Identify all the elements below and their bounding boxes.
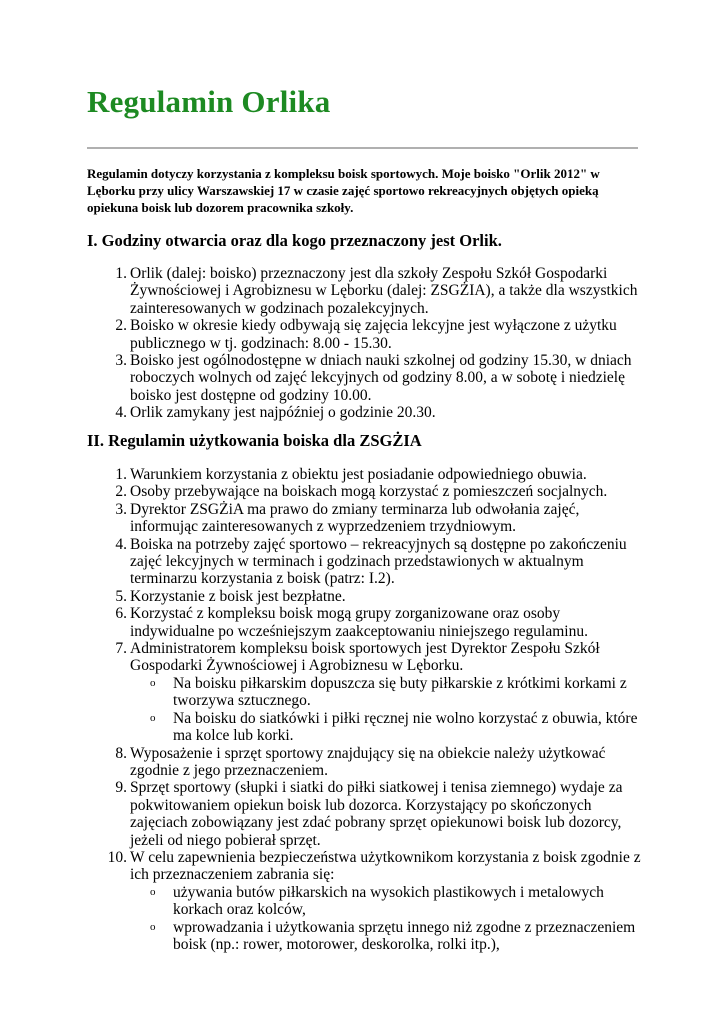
item-number: 3. (115, 500, 127, 518)
title-divider (87, 147, 638, 149)
page-title: Regulamin Orlika (87, 84, 331, 119)
item-number: 5. (115, 587, 127, 605)
sub-item-text: Na boisku piłkarskim dopuszcza się buty piłkarskie z krótkimi korkami z tworzywa sztucznego. (173, 674, 627, 710)
section-1-title: I. Godziny otwarcia oraz dla kogo przeznaczony jest Orlik. (87, 231, 502, 250)
item-number: 4. (115, 404, 127, 422)
item-number: 10. (107, 848, 127, 866)
item-text: Dyrektor ZSGŻiA ma prawo do zmiany terminarza lub odwołania zajęć, informując zainteresowanych z wyprzedzeniem trzydniowym. (130, 500, 580, 536)
item-text: Korzystanie z boisk jest bezpłatne. (130, 587, 346, 605)
sub-item-text: Na boisku do siatkówki i piłki ręcznej nie wolno korzystać z obuwia, które ma kolce lub korki. (173, 709, 638, 745)
item-number: 1. (115, 466, 127, 483)
list-item (87, 849, 647, 953)
bullet-icon: o (150, 711, 156, 724)
item-number: 1. (115, 265, 127, 282)
list-item (87, 265, 647, 317)
list-item (87, 745, 647, 780)
item-text: Wyposażenie i sprzęt sportowy znajdujący się na obiekcie należy użytkować zgodnie z jego przeznaczeniem. (130, 744, 606, 779)
list-item (87, 483, 647, 500)
list-item (87, 404, 647, 421)
item-text: Administratorem kompleksu boisk sportowych jest Dyrektor Zespołu Szkół Gospodarki Żywnościowej i Agrobiznesu w Lęborku. (130, 640, 600, 675)
item-text: Orlik (dalej: boisko) przeznaczony jest dla szkoły Zespołu Szkół Gospodarki Żywnościowej i Agrobiznesu w Lęborku (dalej: ZSGŻIA), a także dla wszystkich zainteresowanych w godzinach pozalekcyjnych. (130, 265, 638, 317)
sub-list-item (130, 919, 647, 954)
list-item (87, 779, 647, 849)
item-number: 3. (115, 352, 127, 370)
item-number: 6. (115, 605, 127, 623)
item-text: Sprzęt sportowy (słupki i siatki do piłki siatkowej i tenisa ziemnego) wydaje za pokwitowaniem opiekun boisk lub dozorca. Korzystający po skończonych zajęciach zobowiązany jest zdać pobrany sprzęt opiekunowi boisk lub dozorcy, jeżeli od niego pobierał sprzęt. (130, 779, 623, 849)
sub-list (130, 884, 647, 954)
intro-paragraph: Regulamin dotyczy korzystania z kompleksu boisk sportowych. Moje boisko "Orlik 2012" w Lęborku przy ulicy Warszawskiej 17 w czasie zajęć sportowo rekreacyjnych objętych opieką opiekuna boisk lub dozorem pracownika szkoły. (87, 166, 600, 215)
bullet-icon: o (150, 885, 156, 898)
item-number: 2. (115, 483, 127, 501)
list-item (87, 536, 647, 588)
item-number: 4. (115, 535, 127, 553)
item-number: 7. (115, 640, 127, 658)
section-1-list (87, 265, 647, 422)
item-text: Osoby przebywające na boiskach mogą korzystać z pomieszczeń socjalnych. (130, 483, 608, 501)
sub-item-text: wprowadzania i użytkowania sprzętu innego niż zgodne z przeznaczeniem boisk (np.: rower, motorower, deskorolka, rolki itp.), (173, 918, 636, 953)
list-item (87, 605, 647, 640)
item-number: 2. (115, 317, 127, 335)
item-text: Korzystać z kompleksu boisk mogą grupy zorganizowane oraz osoby indywidualne po wcześniejszym zaakceptowaniu niniejszego regulaminu. (130, 605, 588, 640)
sub-list-item (130, 675, 647, 710)
item-number: 8. (115, 744, 127, 762)
item-text: Boisko jest ogólnodostępne w dniach nauki szkolnej od godziny 15.30, w dniach roboczych wolnych od zajęć lekcyjnych od godziny 8.00, a w sobotę i niedzielę boisko jest dostępne od godziny 10.00. (130, 352, 632, 404)
sub-list-item (130, 710, 647, 745)
section-2-list (87, 466, 647, 953)
section-2-title: II. Regulamin użytkowania boiska dla ZSGŻIA (87, 431, 422, 450)
item-text: Boiska na potrzeby zajęć sportowo – rekreacyjnych są dostępne po zakończeniu zajęć lekcyjnych w terminach i godzinach przedstawionych w aktualnym terminarzu korzystania z boisk (patrz: I.2). (130, 535, 627, 588)
list-item (87, 588, 647, 605)
sub-list (130, 675, 647, 745)
sub-list-item (130, 884, 647, 919)
bullet-icon: o (150, 920, 156, 933)
list-item (87, 317, 647, 352)
bullet-icon: o (150, 676, 156, 689)
list-item (87, 466, 647, 483)
list-item (87, 352, 647, 404)
sub-item-text: używania butów piłkarskich na wysokich plastikowych i metalowych korkach oraz kolców, (173, 883, 604, 919)
item-number: 9. (115, 779, 127, 797)
item-text: W celu zapewnienia bezpieczeństwa użytkownikom korzystania z boisk zgodnie z ich przeznaczeniem zabrania się: (130, 848, 641, 884)
list-item (87, 501, 647, 536)
item-text: Warunkiem korzystania z obiektu jest posiadanie odpowiedniego obuwia. (130, 466, 587, 483)
item-text: Orlik zamykany jest najpóźniej o godzinie 20.30. (130, 404, 436, 422)
list-item (87, 640, 647, 744)
item-text: Boisko w okresie kiedy odbywają się zajęcia lekcyjne jest wyłączone z użytku publicznego w tj. godzinach: 8.00 - 15.30. (130, 317, 617, 352)
